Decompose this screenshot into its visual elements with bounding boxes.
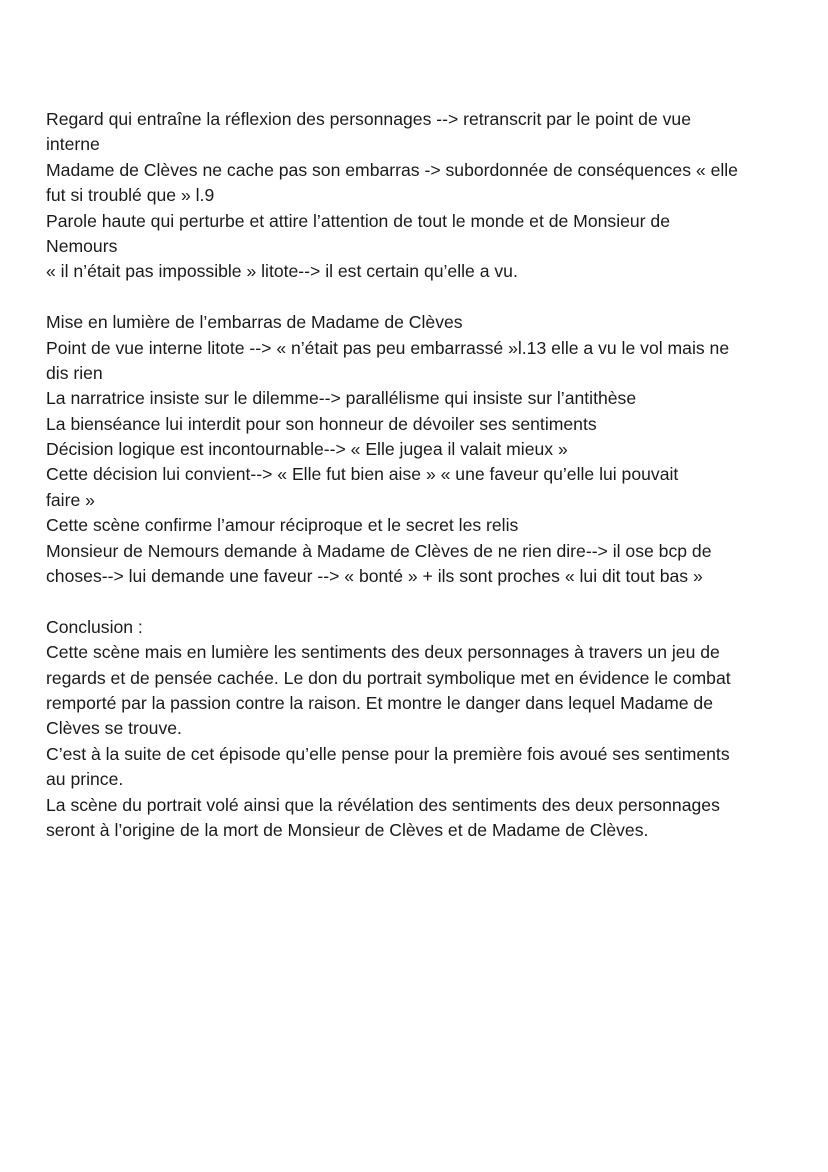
text-line: choses--> lui demande une faveur --> « bonté » + ils sont proches « lui dit tout bas »	[46, 566, 703, 587]
section-analysis-gaze	[46, 107, 796, 285]
text-line: « il n’était pas impossible » litote--> il est certain qu’elle a vu.	[46, 261, 518, 282]
text-line: Point de vue interne litote --> « n’était pas peu embarrassé »l.13 elle a vu le vol mais ne	[46, 337, 730, 358]
section-conclusion	[46, 615, 796, 844]
text-line: fut si troublé que » l.9	[46, 185, 215, 206]
text-line: Décision logique est incontournable--> « Elle jugea il valait mieux »	[46, 439, 568, 460]
text-line: interne	[46, 134, 100, 155]
text-line: Cette scène mais en lumière les sentiments des deux personnages à travers un jeu de	[46, 642, 720, 663]
text-line: dis rien	[46, 362, 103, 383]
text-line: Parole haute qui perturbe et attire l’attention de tout le monde et de Monsieur de	[46, 210, 671, 231]
section-heading: Mise en lumière de l’embarras de Madame de Clèves	[46, 312, 463, 333]
text-line: Nemours	[46, 235, 118, 256]
text-line: Cette scène confirme l’amour réciproque et le secret les relis	[46, 515, 519, 536]
text-line: La narratrice insiste sur le dilemme--> parallélisme qui insiste sur l’antithèse	[46, 388, 637, 409]
text-line: Madame de Clèves ne cache pas son embarras -> subordonnée de conséquences « elle	[46, 159, 738, 180]
document-body	[46, 107, 796, 843]
text-line: Monsieur de Nemours demande à Madame de Clèves de ne rien dire--> il ose bcp de	[46, 540, 712, 561]
text-line: Clèves se trouve.	[46, 718, 182, 739]
paragraph-gap	[46, 285, 796, 310]
text-line: Regard qui entraîne la réflexion des personnages --> retranscrit par le point de vue	[46, 109, 691, 129]
conclusion-heading: Conclusion :	[46, 616, 143, 637]
text-line: au prince.	[46, 769, 124, 790]
paragraph-gap	[46, 589, 796, 614]
text-line: La bienséance lui interdit pour son honneur de dévoiler ses sentiments	[46, 413, 597, 434]
section-embarrassment	[46, 310, 796, 589]
text-line: faire »	[46, 489, 95, 510]
text-line: Cette décision lui convient--> « Elle fut bien aise » « une faveur qu’elle lui pouvait	[46, 464, 679, 485]
text-line: La scène du portrait volé ainsi que la révélation des sentiments des deux personnages	[46, 794, 720, 815]
text-line: seront à l’origine de la mort de Monsieur de Clèves et de Madame de Clèves.	[46, 819, 649, 840]
text-line: remporté par la passion contre la raison. Et montre le danger dans lequel Madame de	[46, 692, 713, 713]
text-line: C’est à la suite de cet épisode qu’elle pense pour la première fois avoué ses sentiments	[46, 743, 730, 764]
text-line: regards et de pensée cachée. Le don du portrait symbolique met en évidence le combat	[46, 667, 731, 688]
